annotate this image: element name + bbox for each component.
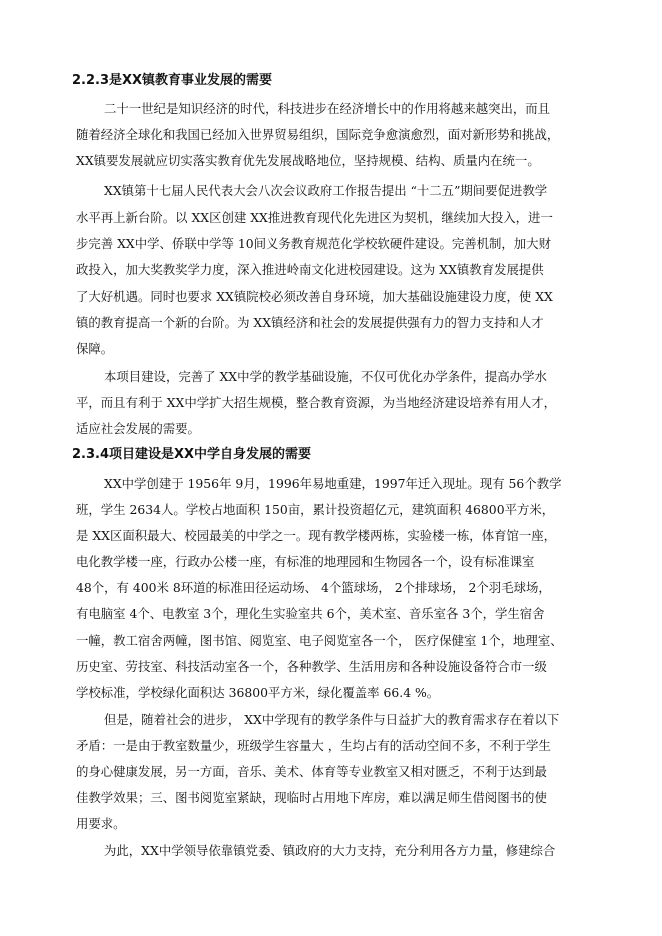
paragraph-line: 佳教学效果；三、图书阅览室紧缺，现临时占用地下库房，难以满足师生借阅图书的使: [76, 790, 547, 805]
paragraph-line: 有电脑室 4个、电教室 3个，理化生实验室共 6个，美术室、音乐室各 3个，学生宿舍: [76, 606, 545, 621]
paragraph-line: XX镇要发展就应切实落实教育优先发展战略地位，坚持规模、结构、质量内在统一。: [76, 153, 540, 168]
paragraph-line: XX镇第十七届人民代表大会八次会议政府工作报告提出 “十二五”期间要促进教学: [104, 183, 548, 198]
paragraph-line: 48个，有 400米 8环道的标准田径运动场、 4个篮球场， 2个排球场， 2个羽毛球场，: [76, 580, 551, 595]
paragraph-line: 但是，随着社会的进步， XX中学现有的教学条件与日益扩大的教育需求存在着以下: [104, 712, 560, 727]
paragraph-line: 电化教学楼一座，行政办公楼一座，有标准的地理园和生物园各一个，设有标准课室: [76, 554, 535, 569]
paragraph-line: 适应社会发展的需要。: [76, 421, 200, 436]
paragraph-line: 保障。: [76, 341, 114, 356]
paragraph-line: 了大好机遇。同时也要求 XX镇院校必须改善自身环境，加大基础设施建设力度，使 XX: [76, 289, 553, 304]
section-heading: 2.3.4项目建设是XX中学自身发展的需要: [72, 447, 312, 462]
paragraph-line: 政投入，加大奖教奖学力度，深入推进岭南文化进校园建设。这为 XX镇教育发展提供: [76, 262, 544, 277]
paragraph-line: XX中学创建于 1956年 9月，1996年易地重建，1997年迁入现址。现有 56个教学: [104, 476, 562, 491]
paragraph-line: 水平再上新台阶。以 XX区创建 XX推进教育现代化先进区为契机，继续加大投入，进一: [76, 210, 553, 225]
paragraph-line: 随着经济全球化和我国已经加入世界贸易组织，国际竞争愈演愈烈，面对新形势和挑战，: [76, 127, 560, 142]
paragraph-line: 一幢，教工宿舍两幢，图书馆、阅览室、电子阅览室各一个， 医疗保健室 1个，地理室、: [76, 633, 563, 648]
paragraph-line: 用要求。: [76, 816, 126, 831]
paragraph-line: 矛盾：一是由于教室数量少，班级学生容量大 ，生均占有的活动空间不多，不利于学生: [76, 738, 551, 753]
paragraph-line: 的身心健康发展，另一方面，音乐、美术、体育等专业教室又相对匮乏，不利于达到最: [76, 764, 547, 779]
paragraph-line: 班，学生 2634人。学校占地面积 150亩，累计投资超亿元，建筑面积 46800平方米，: [76, 502, 555, 517]
paragraph-line: 历史室、劳技室、科技活动室各一个，各种教学、生活用房和各种设施设备符合市一级: [76, 659, 547, 674]
paragraph-line: 平，而且有利于 XX中学扩大招生规模，整合教育资源，为当地经济建设培养有用人才，: [76, 395, 557, 410]
paragraph-line: 学校标准，学校绿化面积达 36800平方米，绿化覆盖率 66.4 %。: [76, 685, 440, 700]
paragraph-line: 二十一世纪是知识经济的时代，科技进步在经济增长中的作用将越来越突出，而且: [104, 101, 551, 116]
paragraph-line: 镇的教育提高一个新的台阶。为 XX镇经济和社会的发展提供强有力的智力支持和人才: [76, 315, 544, 330]
paragraph-line: 是 XX区面积最大、校园最美的中学之一。现有教学楼两栋，实验楼一栋，体育馆一座，: [76, 528, 557, 543]
section-heading: 2.2.3是XX镇教育事业发展的需要: [72, 73, 273, 88]
paragraph-line: 本项目建设，完善了 XX中学的教学基础设施，不仅可优化办学条件，提高办学水: [104, 369, 547, 384]
paragraph-line: 为此，XX中学领导依靠镇党委、镇政府的大力支持，充分利用各方力量，修建综合: [104, 843, 556, 858]
paragraph-line: 步完善 XX中学、侨联中学等 10间义务教育规范化学校软硬件建设。完善机制，加大财: [76, 236, 551, 251]
